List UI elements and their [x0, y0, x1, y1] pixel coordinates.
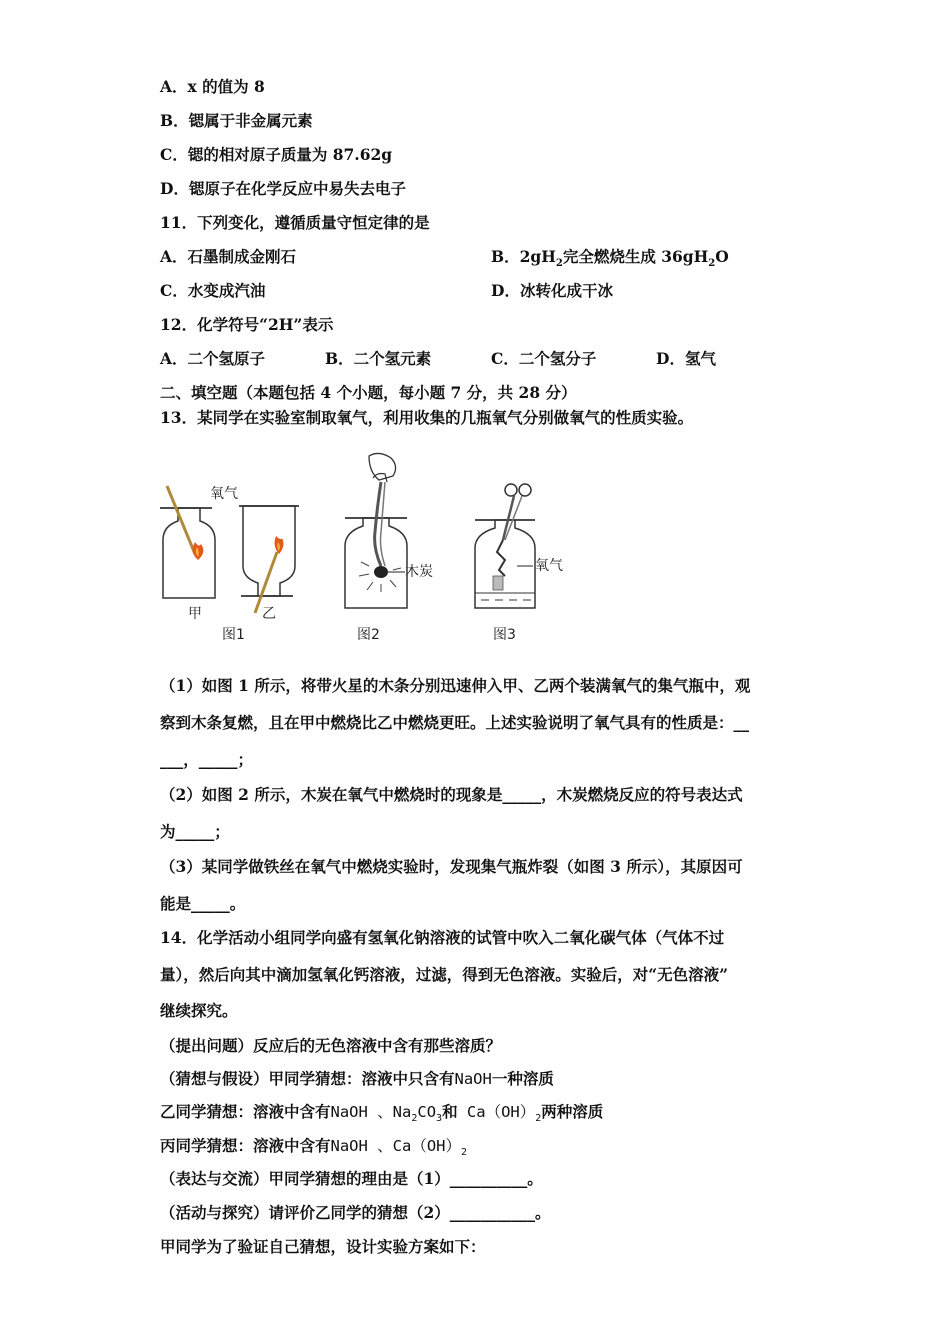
- q14-plan: 甲同学为了验证自己猜想，设计实验方案如下：: [160, 1237, 486, 1256]
- q12-option-b: B．二个氢元素: [325, 349, 432, 368]
- label-fig3: 图3: [493, 627, 516, 643]
- q11-option-d: D．冰转化成干冰: [491, 281, 613, 300]
- charcoal: [374, 566, 388, 578]
- q14-line3: 继续探究。: [160, 1001, 238, 1020]
- q13-p2-line2: 为_____；: [160, 822, 230, 841]
- experiment-diagram: [155, 448, 585, 648]
- q13-p2-line1: （2）如图 2 所示，木炭在氧气中燃烧时的现象是_____，木炭燃烧反应的符号表达式: [160, 785, 743, 804]
- q10-option-c: C．锶的相对原子质量为 87.62g: [160, 145, 393, 164]
- q14-guess-bing: 丙同学猜想：溶液中含有NaOH 、$Ca(OH)_2$: [160, 1136, 468, 1159]
- q10-option-a: A．x 的值为 8: [160, 77, 265, 96]
- q13-stem: 13．某同学在实验室制取氧气，利用收集的几瓶氧气分别做氧气的性质实验。: [160, 408, 694, 427]
- q14-express: （表达与交流）甲同学猜想的理由是（1）__________。: [160, 1169, 543, 1188]
- tongs-2: [375, 482, 381, 566]
- label-yi: 乙: [262, 606, 276, 622]
- q14-line2: 量），然后向其中滴加氢氧化钙溶液，过滤，得到无色溶液。实验后，对“无色溶液”: [160, 965, 729, 984]
- burning-wire-end: [493, 576, 503, 590]
- q11-stem: 11．下列变化，遵循质量守恒定律的是: [160, 213, 430, 232]
- q14-line1: 14．化学活动小组同学向盛有氢氧化钠溶液的试管中吹入二氧化碳气体（气体不过: [160, 928, 725, 947]
- hand-2: [369, 453, 396, 480]
- bottle-yi: [243, 506, 295, 596]
- label-charcoal: 木炭: [405, 564, 433, 580]
- q13-p3-line2: 能是_____。: [160, 894, 246, 913]
- q13-p1-line3: ___，_____；: [160, 750, 254, 769]
- q12-option-d: D．氢气: [656, 349, 716, 368]
- q12-stem: 12．化学符号“2H”表示: [160, 315, 334, 334]
- iron-wire: [497, 540, 505, 576]
- q13-p1-line2: 察到木条复燃，且在甲中燃烧比乙中燃烧更旺。上述实验说明了氧气具有的性质是：__: [160, 713, 750, 732]
- q14-guess-jia: （猜想与假设）甲同学猜想：溶液中只含有NaOH一种溶质: [160, 1069, 554, 1088]
- q10-option-d: D．锶原子在化学反应中易失去电子: [160, 179, 406, 198]
- label-oxygen-3: 氧气: [535, 558, 563, 574]
- splint-jia: [167, 486, 195, 554]
- bottle-jia: [163, 508, 215, 598]
- q14-evaluate: （活动与探究）请评价乙同学的猜想（2）___________。: [160, 1203, 551, 1222]
- q11-option-b: B．$2gH_2$完全燃烧生成 $36gH_2O$: [491, 247, 729, 270]
- q14-question: （提出问题）反应后的无色溶液中含有那些溶质？: [160, 1036, 502, 1055]
- q13-p1-line1: （1）如图 1 所示，将带火星的木条分别迅速伸入甲、乙两个装满氧气的集气瓶中，观: [160, 676, 751, 695]
- label-jia: 甲: [188, 606, 202, 622]
- label-fig2: 图2: [357, 627, 380, 643]
- section-heading: 二、填空题（本题包括 4 个小题，每小题 7 分，共 28 分）: [160, 383, 577, 402]
- q10-option-b: B．锶属于非金属元素: [160, 111, 313, 130]
- q13-p3-line1: （3）某同学做铁丝在氧气中燃烧实验时，发现集气瓶炸裂（如图 3 所示），其原因可: [160, 857, 743, 876]
- q12-option-c: C．二个氢分子: [491, 349, 597, 368]
- tongs-ring-right: [519, 484, 531, 496]
- tongs-ring-left: [505, 484, 517, 496]
- label-fig1: 图1: [222, 627, 245, 643]
- q11-option-a: A．石墨制成金刚石: [160, 247, 297, 266]
- q11-option-c: C．水变成汽油: [160, 281, 266, 300]
- q13-figure: [155, 448, 585, 648]
- label-oxygen-1: 氧气: [210, 486, 238, 502]
- q12-option-a: A．二个氢原子: [160, 349, 266, 368]
- q14-guess-yi: 乙同学猜想：溶液中含有NaOH 、$Na_2CO_3$和 $Ca(OH)_2$两种溶质: [160, 1102, 604, 1125]
